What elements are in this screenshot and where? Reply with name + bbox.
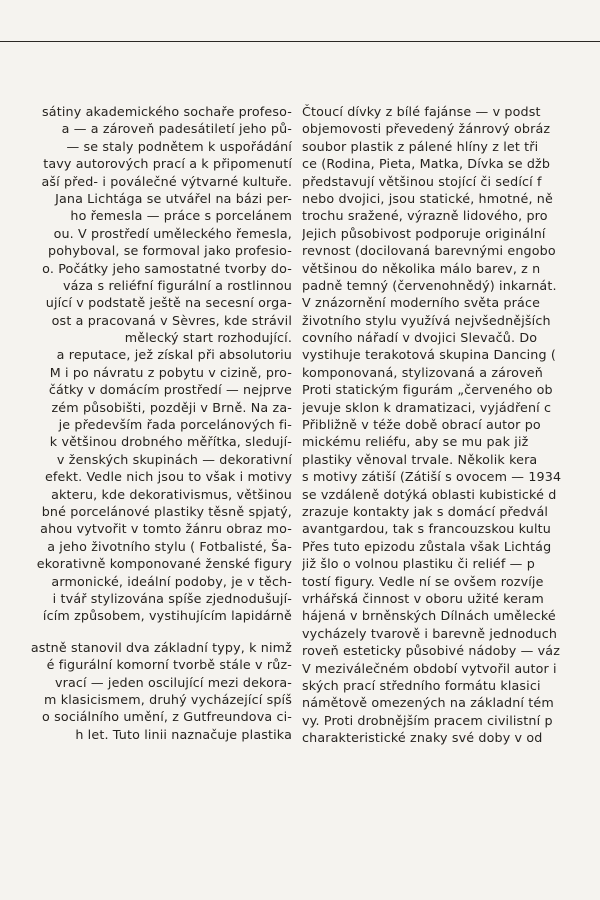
- text-line: zém působišti, později v Brně. Na za-: [51, 399, 292, 415]
- text-line: většinou do několika málo barev, z n: [302, 260, 541, 276]
- text-line: Přes tuto epizodu zůstala však Lichtág: [302, 538, 552, 554]
- text-line: — se staly podnětem k uspořádání: [66, 138, 292, 154]
- text-line: bné porcelánové plastiky těsně spjatý,: [41, 503, 292, 519]
- text-line: je především řada porcelánových fi-: [58, 417, 292, 433]
- text-line: roveň esteticky působivé nádoby — váz: [302, 643, 561, 659]
- text-line: efekt. Vedle nich jsou to však i motivy: [44, 469, 292, 485]
- text-line: jevuje sklon k dramatizaci, vyjádření c: [302, 399, 552, 415]
- text-line: tavy autorových prací a k připomenutí: [43, 156, 292, 172]
- text-line: é figurální komorní tvorbě stále v růz-: [46, 657, 292, 673]
- text-line: zrazuje kontakty jak s domácí předvál: [302, 503, 549, 519]
- text-line: námětově omezených na základní tém: [302, 695, 554, 711]
- text-line: M i po návratu z pobytu v cizině, pro-: [49, 364, 292, 380]
- text-line: hájená v brněnských Dílnách umělecké: [302, 608, 556, 624]
- text-line: s motivy zátiší (Zátiší s ovocem — 1934: [302, 469, 562, 485]
- text-line: V meziválečném období vytvořil autor i: [302, 660, 557, 676]
- text-line: vrhářská činnost v oboru užité keram: [302, 590, 544, 606]
- text-line: padně temný (červenohnědý) inkarnát.: [302, 277, 557, 293]
- text-line: ho řemesla — práce s porcelánem: [70, 208, 292, 224]
- text-line: Přibližně v téže době obrací autor po: [302, 417, 541, 433]
- text-line: již šlo o volnou plastiku či reliéf — p: [302, 556, 535, 572]
- text-line: avantgardou, tak s francouzskou kultu: [302, 521, 551, 537]
- text-line: o sociálního umění, z Gutfreundova ci-: [42, 709, 292, 725]
- text-column-right: [302, 103, 600, 746]
- text-line: se vzdáleně dotýká oblasti kubistické d: [302, 486, 557, 502]
- text-line: pohyboval, se formoval jako profesio-: [48, 243, 292, 259]
- text-line: revnost (docilovaná barevnými engobo: [302, 243, 556, 259]
- text-line: ou. V prostředí uměleckého řemesla,: [53, 225, 292, 241]
- text-line: v ženských skupinách — dekorativní: [56, 451, 292, 467]
- text-line: vycházely tvarově i barevně jednoduch: [302, 625, 558, 641]
- text-line: akteru, kde dekorativismus, většinou: [51, 486, 292, 502]
- text-line: charakteristické znaky své doby v od: [302, 730, 543, 746]
- text-line: ahou vytvořit v tomto žánru obraz mo-: [40, 521, 292, 537]
- header-rule: [0, 41, 600, 42]
- text-line: i tvář stylizována spíše zjednodušují-: [52, 590, 292, 606]
- text-line: ce (Rodina, Pieta, Matka, Dívka se džb: [302, 156, 551, 172]
- text-line: a — a zároveň padesátiletí jeho pů-: [61, 121, 292, 137]
- text-line: mickému reliéfu, aby se mu pak již: [302, 434, 529, 450]
- text-line: vrací — jeden oscilující mezi dekora-: [54, 674, 292, 690]
- text-line: ícím způsobem, vystihujícím lapidárně: [42, 608, 292, 624]
- text-line: Čtoucí dívky z bílé fajánse — v podst: [302, 104, 541, 119]
- text-line: čátky v domácím prostředí — nejprve: [48, 382, 292, 398]
- text-line: ost a pracovaná v Sèvres, kde strávil: [51, 312, 292, 328]
- text-column-left: [0, 103, 292, 743]
- text-line: m klasicismem, druhý vycházející spíš: [44, 691, 292, 707]
- text-line: váza s reliéfní figurální a rostlinnou: [63, 277, 292, 293]
- text-line: Jejich působivost podporuje originální: [302, 225, 546, 241]
- text-line: o. Počátky jeho samostatné tvorby do-: [42, 260, 292, 276]
- text-line: ských prací středního formátu klasici: [302, 677, 541, 693]
- text-line: životního stylu využívá nejvšednějších: [302, 312, 551, 328]
- text-line: soubor plastik z pálené hlíny z let tři: [302, 138, 539, 154]
- text-line: objemovosti převedený žánrový obráz: [302, 121, 551, 137]
- text-line: k většinou drobného měřítka, sledují-: [49, 434, 292, 450]
- text-line: mělecký start rozhodující.: [124, 330, 292, 346]
- text-line: sátiny akademického sochaře profeso-: [42, 104, 292, 119]
- text-line: V znázornění moderního světa práce: [302, 295, 541, 311]
- text-line: ekorativně komponované ženské figury: [36, 556, 292, 572]
- text-line: nebo dvojici, jsou statické, hmotné, ně: [302, 190, 553, 206]
- text-line: Jana Lichtága se utvářel na bázi per-: [55, 190, 292, 206]
- text-line: [0, 625, 292, 639]
- text-line: a reputace, jež získal při absolutoriu: [56, 347, 292, 363]
- text-line: plastiky věnoval trvale. Několik kera: [302, 451, 538, 467]
- text-line: Proti statickým figurám „červeného ob: [302, 382, 553, 398]
- text-line: vystihuje terakotová skupina Dancing (: [302, 347, 556, 363]
- text-line: a jeho životního stylu ( Fotbalisté, Ša-: [47, 538, 292, 554]
- text-line: armonické, ideální podoby, je v těch-: [51, 573, 292, 589]
- text-line: h let. Tuto linii naznačuje plastika: [75, 726, 292, 742]
- text-line: aší před- i poválečné výtvarné kultuře.: [41, 173, 292, 189]
- text-line: vy. Proti drobnějším pracem civilistní p: [302, 712, 553, 728]
- text-line: ující v podstatě ještě na secesní orga-: [45, 295, 292, 311]
- text-line: představují většinou stojící či sedící f: [302, 173, 542, 189]
- text-line: trochu sražené, výrazně lidového, pro: [302, 208, 548, 224]
- text-line: komponovaná, stylizovaná a zároveň: [302, 364, 543, 380]
- text-line: tostí figury. Vedle ní se ovšem rozvíje: [302, 573, 544, 589]
- text-line: astně stanovil dva základní typy, k nimž: [30, 639, 292, 655]
- text-line: covního nářadí v dvojici Slevačů. Do: [302, 330, 538, 346]
